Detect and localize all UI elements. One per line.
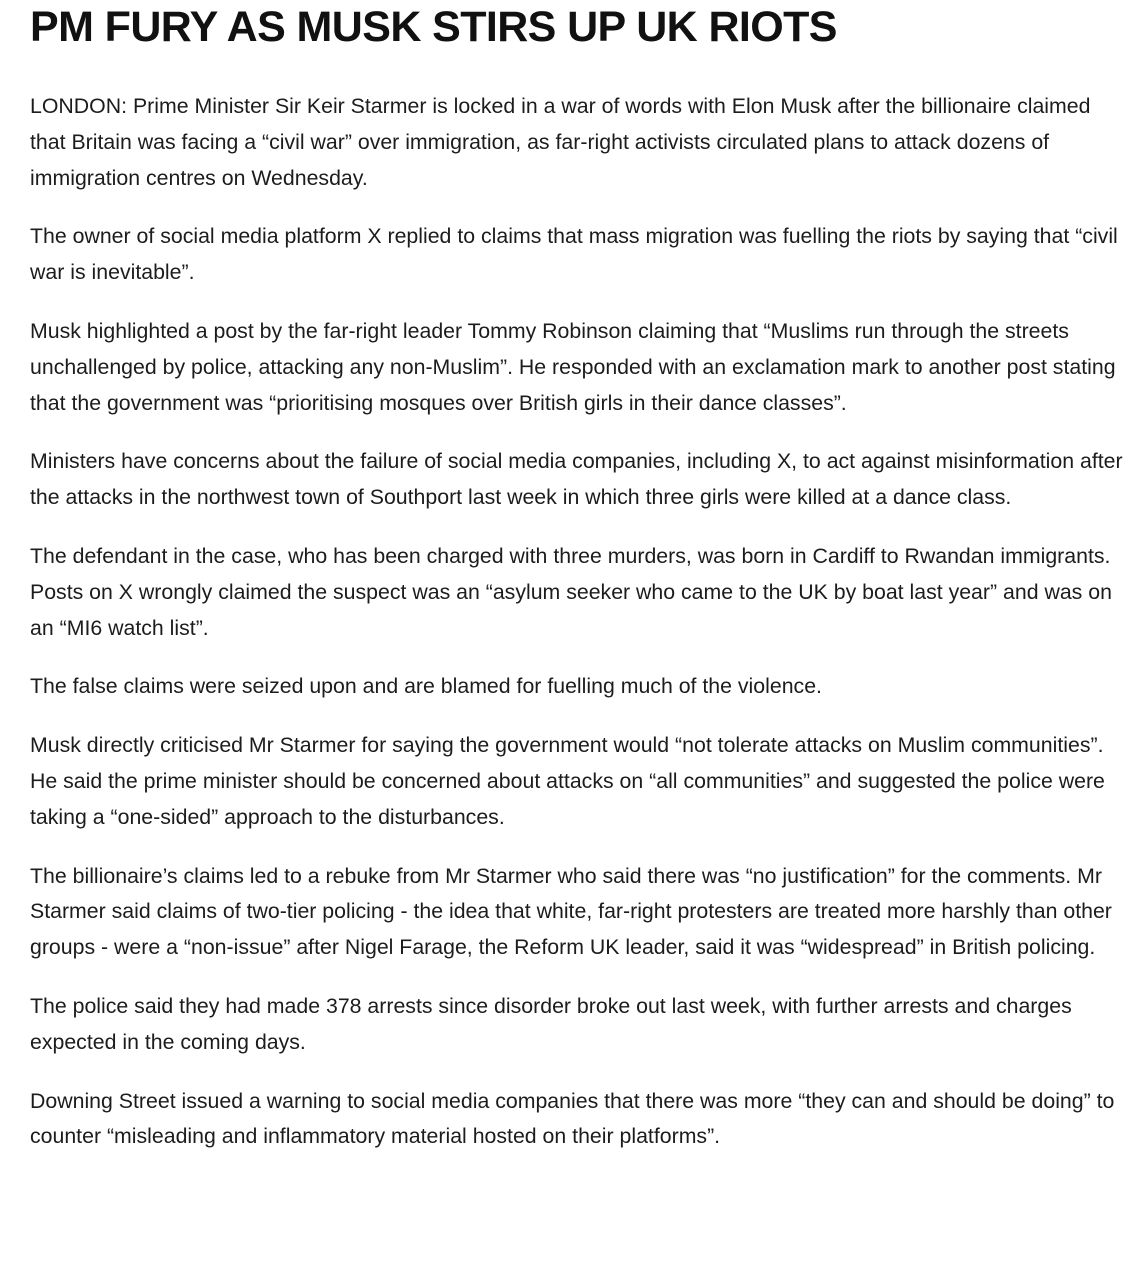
paragraph: The police said they had made 378 arrests since disorder broke out last week, with further arrests and charges expected in the coming days. — [30, 993, 1072, 1054]
paragraph: Downing Street issued a warning to social media companies that there was more “they can and should be doing” to counter “misleading and inflammatory material hosted on their platforms”. — [30, 1088, 1115, 1149]
paragraph: The owner of social media platform X replied to claims that mass migration was fuelling the riots by saying that “civil war is inevitable”. — [30, 224, 1118, 285]
headline: PM FURY AS MUSK STIRS UP UK RIOTS — [30, 3, 837, 51]
paragraph: Musk highlighted a post by the far-right leader Tommy Robinson claiming that “Muslims run through the streets unchallenged by police, attacking any non-Muslim”. He responded with an exclamation mark to another post stating that the government was “prioritising mosques over British girls in their dance classes”. — [30, 318, 1116, 415]
paragraph: The billionaire’s claims led to a rebuke from Mr Starmer who said there was “no justification” for the comments. Mr Starmer said claims of two-tier policing - the idea that white, far-right protesters are treated more harshly than other groups - were a “non-issue” after Nigel Farage, the Reform UK leader, said it was “widespread” in British policing. — [30, 863, 1112, 960]
paragraph: Musk directly criticised Mr Starmer for saying the government would “not tolerate attacks on Muslim communities”. He said the prime minister should be concerned about attacks on “all communities” and suggested the police were taking a “one-sided” approach to the disturbances. — [30, 733, 1105, 829]
paragraph: The false claims were seized upon and are blamed for fuelling much of the violence. — [30, 674, 822, 699]
paragraph: LONDON: Prime Minister Sir Keir Starmer is locked in a war of words with Elon Musk after the billionaire claimed that Britain was facing a “civil war” over immigration, as far-right activists circulated plans to attack dozens of immigration centres on Wednesday. — [30, 94, 1091, 190]
paragraph: The defendant in the case, who has been charged with three murders, was born in Cardiff to Rwandan immigrants. Posts on X wrongly claimed the suspect was an “asylum seeker who came to the UK by boat last year” and was on an “MI6 watch list”. — [30, 543, 1112, 640]
article-body — [30, 89, 1130, 1155]
article — [30, 0, 1130, 1178]
paragraph: Ministers have concerns about the failure of social media companies, including X, to act against misinformation after the attacks in the northwest town of Southport last week in which three girls were killed at a dance class. — [30, 449, 1123, 510]
